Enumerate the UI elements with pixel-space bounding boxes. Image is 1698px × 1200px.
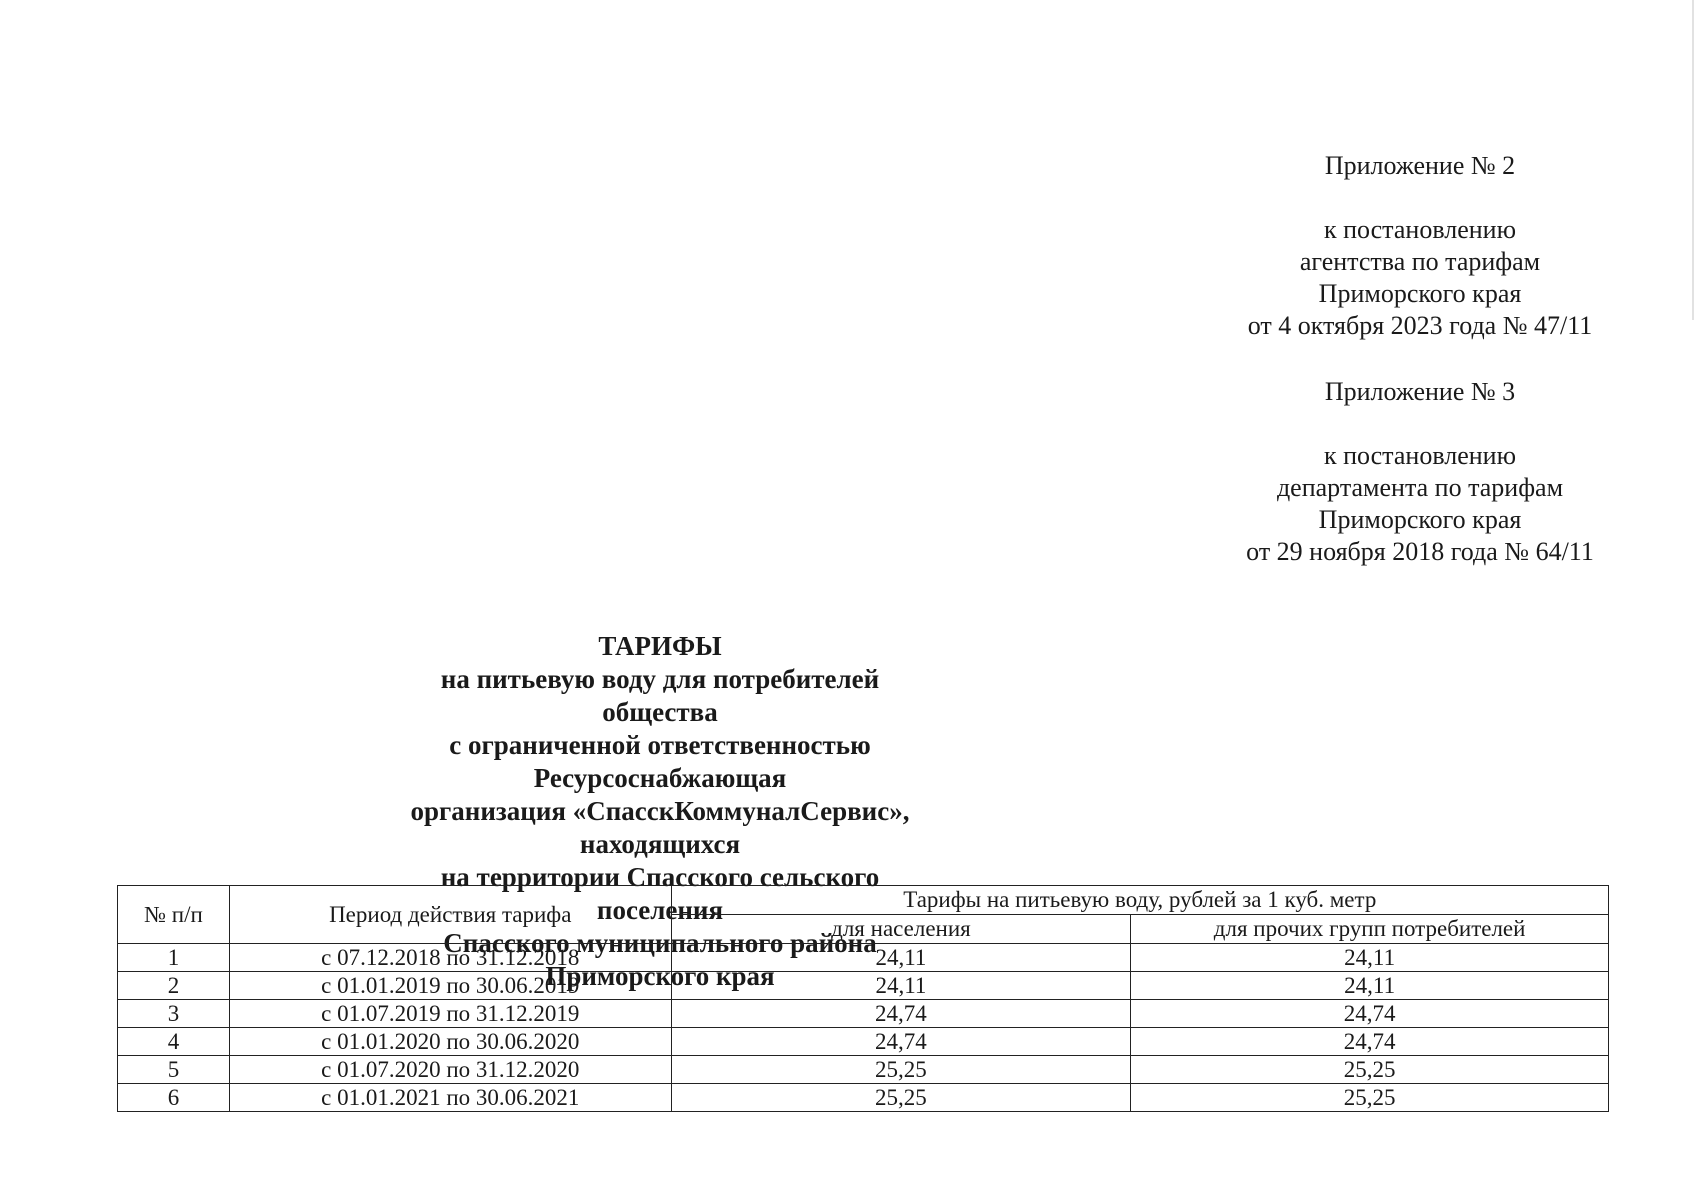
row-population: 24,11 [671,972,1131,1000]
title-line: на территории Спасского сельского поселения [440,862,880,925]
header-num: № п/п [118,886,230,944]
title-line: на питьевую воду для потребителей общества [440,664,880,727]
row-other: 24,11 [1131,944,1609,972]
row-period: с 01.07.2020 по 31.12.2020 [229,1056,671,1084]
row-population: 24,74 [671,1000,1131,1028]
row-other: 24,74 [1131,1000,1609,1028]
row-num: 5 [118,1056,230,1084]
row-num: 1 [118,944,230,972]
header-tariffs: Тарифы на питьевую воду, рублей за 1 куб. метр [671,886,1608,915]
annex-3-line: от 29 ноября 2018 года № 64/11 [1246,537,1594,566]
header-period: Период действия тарифа [229,886,671,944]
row-num: 3 [118,1000,230,1028]
title-line: Спасского муниципального района Приморского края [443,928,877,991]
row-population: 24,11 [671,944,1131,972]
table-row [118,1028,1609,1056]
annex-2-line: агентства по тарифам [1299,247,1541,276]
title-line: организация «СпасскКоммуналСервис», находящихся [410,796,910,859]
row-num: 2 [118,972,230,1000]
row-other: 25,25 [1131,1056,1609,1084]
row-period: с 01.01.2019 по 30.06.2019 [229,972,671,1000]
header-population: для населения [671,915,1131,944]
title-line: ТАРИФЫ [598,631,722,661]
table-row [118,1000,1609,1028]
row-period: с 01.01.2020 по 30.06.2020 [229,1028,671,1056]
row-period: с 07.12.2018 по 31.12.2018 [229,944,671,972]
row-num: 6 [118,1084,230,1112]
row-other: 24,74 [1131,1028,1609,1056]
row-population: 24,74 [671,1028,1131,1056]
header-other: для прочих групп потребителей [1131,915,1609,944]
annex-2-line: Приморского края [1318,279,1522,308]
row-num: 4 [118,1028,230,1056]
annex-3-line: департамента по тарифам [1276,473,1564,502]
scan-edge-line [1692,0,1694,320]
row-period: с 01.01.2021 по 30.06.2021 [229,1084,671,1112]
annex-3-title: Приложение № 3 [1324,377,1516,406]
annex-2-line: к постановлению [1323,215,1517,244]
annex-2-line: от 4 октября 2023 года № 47/11 [1247,311,1593,340]
row-other: 25,25 [1131,1084,1609,1112]
annex-2-title: Приложение № 2 [1324,151,1516,180]
annex-3-block [1200,376,1640,568]
row-other: 24,11 [1131,972,1609,1000]
table-row [118,1056,1609,1084]
title-line: с ограниченной ответственностью Ресурсоснабжающая [449,730,871,793]
table-row [118,1084,1609,1112]
table-row [118,944,1609,972]
annex-3-line: Приморского края [1318,505,1522,534]
annex-3-line: к постановлению [1323,441,1517,470]
row-period: с 01.07.2019 по 31.12.2019 [229,1000,671,1028]
row-population: 25,25 [671,1056,1131,1084]
table-row [118,972,1609,1000]
row-population: 25,25 [671,1084,1131,1112]
tariffs-table [117,885,1609,1112]
annex-2-block [1200,150,1640,342]
